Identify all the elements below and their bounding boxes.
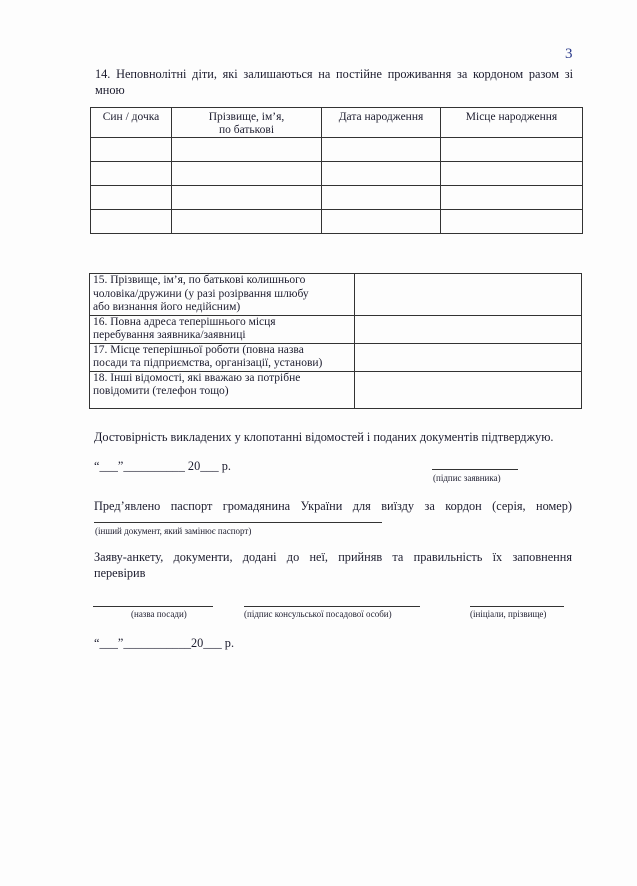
table-cell[interactable] [441,186,583,210]
column-header-birth-place: Місце народження [441,108,583,138]
table-row [91,186,583,210]
table-cell[interactable] [322,186,441,210]
passport-details-line[interactable] [94,522,382,523]
children-table [90,107,583,234]
table-row [91,138,583,162]
column-header-full-name: Прізвище, ім’я, по батькові [172,108,322,138]
table-cell[interactable] [91,210,172,234]
table-cell[interactable] [91,186,172,210]
date-line: “___”__________ 20___ р. [94,459,231,473]
table-cell[interactable] [172,186,322,210]
table-cell[interactable] [91,138,172,162]
table-cell[interactable] [322,138,441,162]
applicant-signature-line[interactable] [432,469,518,470]
info-row-15 [90,274,582,316]
info-question-17: 17. Місце теперішньої роботи (повна назва посади та підприємства, організації, установи) [90,343,355,371]
info-answer-15[interactable] [355,274,582,316]
info-row-16 [90,315,582,343]
table-cell[interactable] [441,162,583,186]
info-answer-16[interactable] [355,315,582,343]
table-cell[interactable] [91,162,172,186]
children-table-header [91,108,583,138]
table-cell[interactable] [172,162,322,186]
consular-signature-line[interactable] [244,606,420,607]
applicant-signature-caption: (підпис заявника) [433,473,501,483]
info-table [89,273,582,409]
position-caption: (назва посади) [131,609,187,619]
info-question-15: 15. Прізвище, ім’я, по батькові колишнього чоловіка/дружини (у разі розірвання шлюбу або визнання його недійсним) [90,274,355,316]
accepted-statement: Заяву-анкету, документи, додані до неї, прийняв та правильність їх заповнення [94,550,572,564]
page-number: 3 [565,46,573,62]
info-question-18: 18. Інші відомості, які вважаю за потрібне повідомити (телефон тощо) [90,371,355,408]
table-cell[interactable] [441,210,583,234]
info-row-18 [90,371,582,408]
accepted-statement-end: перевірив [94,566,146,580]
column-header-birth-date: Дата народження [322,108,441,138]
position-line[interactable] [93,606,213,607]
other-document-caption: (інший документ, який замінює паспорт) [95,526,252,536]
table-row [91,162,583,186]
section-14-title: 14. Неповнолітні діти, які залишаються на постійне проживання за кордоном разом зі мною [95,67,573,97]
confirmation-text: Достовірність викладених у клопотанні відомостей і поданих документів підтверджую. [94,430,554,444]
initials-caption: (ініціали, прізвище) [470,609,547,619]
table-cell[interactable] [322,210,441,234]
table-cell[interactable] [441,138,583,162]
column-header-son-daughter: Син / дочка [91,108,172,138]
info-answer-18[interactable] [355,371,582,408]
initials-line[interactable] [470,606,564,607]
table-cell[interactable] [172,138,322,162]
info-question-16: 16. Повна адреса теперішнього місця перебування заявника/заявниці [90,315,355,343]
info-row-17 [90,343,582,371]
info-answer-17[interactable] [355,343,582,371]
passport-statement: Пред’явлено паспорт громадянина України для виїзду за кордон (серія, номер) [94,499,572,513]
date-line-2: “___”___________20___ р. [94,636,235,650]
table-cell[interactable] [172,210,322,234]
table-cell[interactable] [322,162,441,186]
consular-signature-caption: (підпис консульської посадової особи) [244,609,392,619]
table-row [91,210,583,234]
